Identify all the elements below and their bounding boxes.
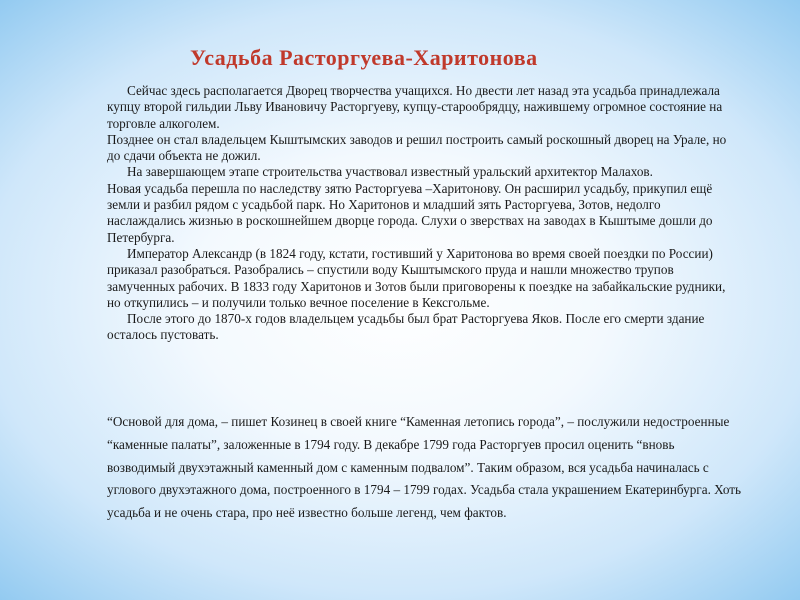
paragraph-kozinets-quote: “Основой для дома, – пишет Козинец в своей книге “Каменная летопись города”, – послужили недостроенные “каменные палаты”, заложенные в 1794 году. В декабре 1799 года Расторгуев просил оценить “вновь возводимый двухэтажный каменный дом с каменным подвалом”. Таким образом, вся усадьба начиналась с углового двухэтажного дома, построенного в 1794 – 1799 годах. Усадьба стала украшением Екатеринбурга. Хоть усадьба и не очень стара, про неё известно больше легенд, чем фактов.: [107, 414, 742, 521]
paragraph-kyshtym: Позднее он стал владельцем Кыштымских заводов и решил построить самый роскошный дворец на Урале, но до сдачи объекта не дожил.: [107, 131, 727, 164]
body-text: [107, 83, 742, 344]
paragraph-intro: Сейчас здесь располагается Дворец творчества учащихся. Но двести лет назад эта усадьба принадлежала купцу второй гильдии Льву Ивановичу Расторгуеву, купцу-старообрядцу, нажившему огромное состояние на торговле алкоголем.: [107, 83, 723, 131]
quote-block: [107, 411, 742, 525]
paragraph-yakov: После этого до 1870-х годов владельцем усадьбы был брат Расторгуева Яков. После его смерти здание осталось пустовать.: [107, 311, 705, 343]
paragraph-architect: На завершающем этапе строительства участвовал известный уральский архитектор Малахов.: [127, 164, 653, 180]
paragraph-kharitonov: Новая усадьба перешла по наследству зятю Расторгуева –Харитонову. Он расширил усадьбу, прикупил ещё земли и разбил рядом с усадьбой парк. Но Харитонов и младший зять Расторгуева, Зотов, недолго наслаждались жизнью в роскошнейшем дворце города. Слухи о зверствах на заводах в Кыштыме дошли до Петербурга.: [107, 180, 713, 245]
slide-title: Усадьба Расторгуева-Харитонова: [190, 45, 538, 70]
paragraph-emperor: Император Александр (в 1824 году, кстати, гостивший у Харитонова во время своей поездки по России) приказал разобраться. Разобрались – спустили воду Кыштымского пруда и нашли множество трупов замученных рабочих. В 1833 году Харитонов и Зотов были приговорены к поездке на забайкальские рудники, но откупились – и получили только вечное поселение в Кексгольме.: [107, 245, 726, 310]
